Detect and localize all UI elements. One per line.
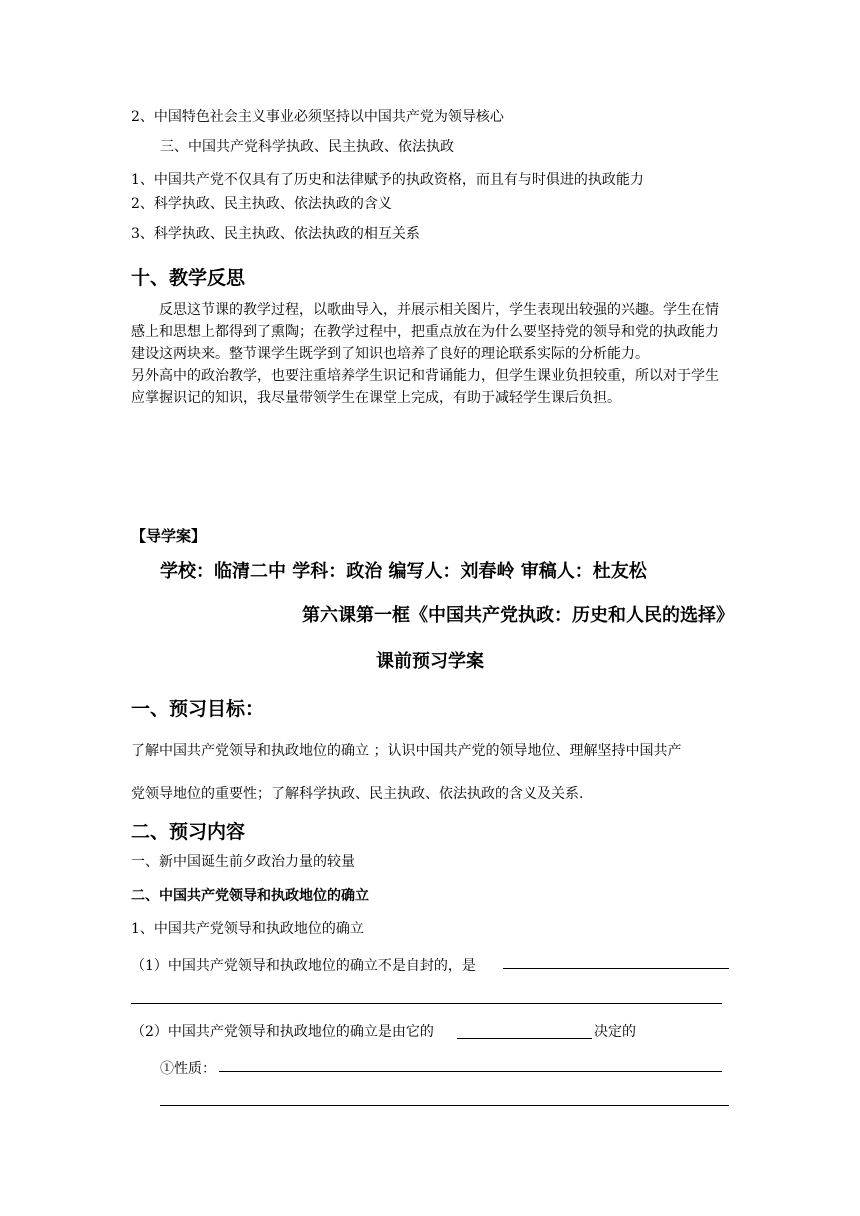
question-1: （1）中国共产党领导和执政地位的确立不是自封的，是 [131,958,476,974]
goals-line: 了解中国共产党领导和执政地位的确立 ；认识中国共产党的领导地位、理解坚持中国共产 [131,743,682,759]
answer-blank[interactable] [160,1105,729,1106]
reflection-body [131,299,731,409]
reflection-heading: 十、教学反思 [131,267,246,289]
nature-label: ①性质： [160,1061,216,1077]
preview-subtitle: 课前预习学案 [376,651,484,672]
guide-tag: 【导学案】 [131,527,207,545]
text-line: 2、科学执政、民主执政、依法执政的含义 [131,196,392,212]
text-line: 3、科学执政、民主执政、依法执政的相互关系 [131,226,420,242]
goals-heading: 一、预习目标： [131,698,265,720]
section-heading-three: 三、中国共产党科学执政、民主执政、依法执政 [160,139,454,155]
reflection-paragraph-2: 另外高中的政治教学，也要注重培养学生识记和背诵能力，但学生课业负担较重，所以对于学生应掌握识记的知识，我尽量带领学生在课堂上完成，有助于减轻学生课后负担。 [131,368,719,406]
question-2-suffix: 决定的 [594,1024,636,1040]
reflection-paragraph-1: 反思这节课的教学过程，以歌曲导入，并展示相关图片，学生表现出较强的兴趣。学生在情感上和思想上都得到了熏陶；在教学过程中，把重点放在为什么要坚持党的领导和党的执政能力建设这两块来。整节课学生既学到了知识也培养了良好的理论联系实际的分析能力。 [131,302,719,362]
text-line: 1、中国共产党不仅具有了历史和法律赋予的执政资格，而且有与时俱进的执政能力 [131,172,644,188]
content-line: 一、新中国诞生前夕政治力量的较量 [131,854,355,870]
answer-blank[interactable] [457,1038,592,1039]
question-2: （2）中国共产党领导和执政地位的确立是由它的 [131,1024,434,1040]
answer-blank[interactable] [219,1071,722,1072]
text-line: 2、中国特色社会主义事业必须坚持以中国共产党为领导核心 [131,109,504,125]
guide-info: 学校：临清二中 学科：政治 编写人：刘春岭 审稿人：杜友松 [160,561,647,582]
goals-line: 党领导地位的重要性；了解科学执政、民主执政、依法执政的含义及关系. [131,786,584,802]
content-heading: 二、预习内容 [131,821,246,843]
content-line: 1、中国共产党领导和执政地位的确立 [131,921,364,937]
answer-blank[interactable] [131,1003,722,1004]
lesson-title: 第六课第一框《中国共产党执政：历史和人民的选择》 [302,605,734,626]
content-subheading: 二、中国共产党领导和执政地位的确立 [131,888,369,904]
answer-blank[interactable] [503,968,729,969]
